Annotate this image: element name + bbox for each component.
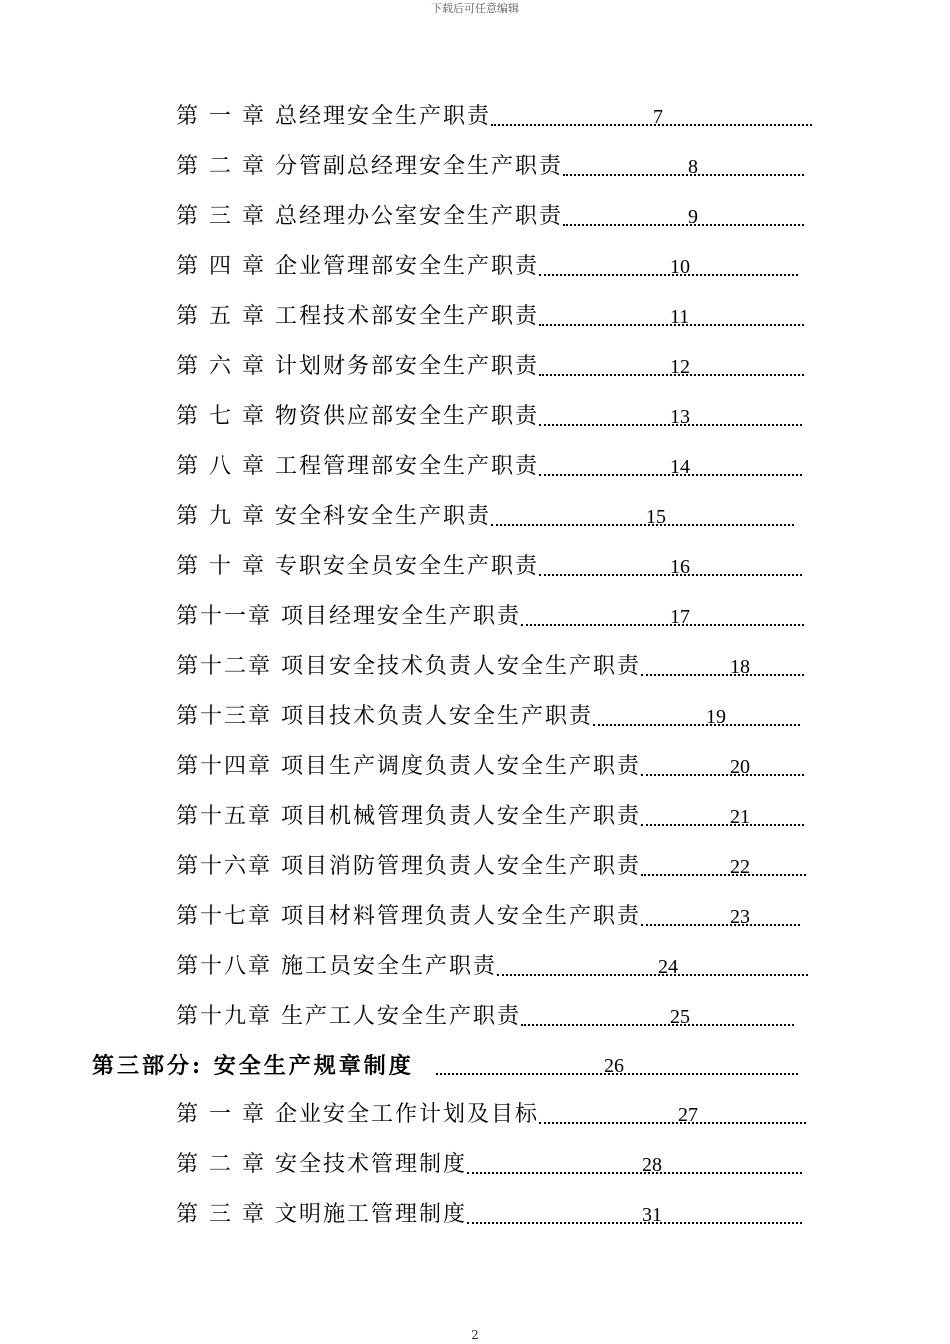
toc-entry[interactable] — [176, 902, 800, 932]
dot-leader — [641, 874, 806, 876]
dot-leader — [467, 1222, 802, 1224]
toc-entry-page: 7 — [653, 106, 663, 128]
toc-entry-page: 18 — [730, 656, 750, 678]
toc-entry-title: 第 一 章 总经理安全生产职责 — [176, 104, 491, 129]
dot-leader — [491, 524, 794, 526]
dot-leader — [467, 1172, 802, 1174]
dot-leader — [521, 624, 804, 626]
toc-entry-page: 11 — [670, 306, 690, 328]
toc-entry-page: 20 — [730, 756, 750, 778]
toc-entry-title: 第 三 章 文明施工管理制度 — [176, 1202, 467, 1227]
toc-entry-title: 第 六 章 计划财务部安全生产职责 — [176, 354, 539, 379]
toc-entry-page: 14 — [670, 456, 690, 478]
toc-entry[interactable] — [176, 702, 800, 732]
toc-entry-page: 23 — [730, 906, 750, 928]
dot-leader — [521, 1024, 794, 1026]
toc-entry-page: 16 — [670, 556, 690, 578]
toc-entry-page: 22 — [730, 856, 750, 878]
dot-leader — [641, 774, 804, 776]
toc-entry-title: 第 四 章 企业管理部安全生产职责 — [176, 254, 539, 279]
toc-entry-title: 第 九 章 安全科安全生产职责 — [176, 504, 491, 529]
toc-entry[interactable] — [176, 852, 806, 882]
dot-leader — [491, 124, 812, 126]
toc-entry-page: 27 — [678, 1104, 698, 1126]
toc-entry-title: 第 五 章 工程技术部安全生产职责 — [176, 304, 539, 329]
toc-entry-title: 第十五章 项目机械管理负责人安全生产职责 — [176, 804, 641, 829]
toc-entry[interactable] — [176, 302, 804, 332]
toc-part-title: 第三部分: 安全生产规章制度 — [92, 1053, 414, 1079]
toc-entry-page: 10 — [670, 256, 690, 278]
toc-entry-title: 第 三 章 总经理办公室安全生产职责 — [176, 204, 563, 229]
dot-leader — [539, 274, 798, 276]
toc-entry-page: 12 — [670, 356, 690, 378]
dot-leader — [641, 824, 804, 826]
toc-entry[interactable] — [176, 1150, 802, 1180]
toc-entry-page: 13 — [670, 406, 690, 428]
toc-entry-page: 9 — [688, 206, 698, 228]
toc-entry[interactable] — [176, 1002, 794, 1032]
dot-leader — [563, 224, 804, 226]
page-header: 下载后可任意编辑 — [431, 2, 519, 15]
toc-entry-title: 第十三章 项目技术负责人安全生产职责 — [176, 704, 593, 729]
dot-leader — [641, 674, 804, 676]
toc-entry-page: 24 — [658, 956, 678, 978]
toc-entry[interactable] — [176, 452, 802, 482]
toc-entry-page: 17 — [670, 606, 690, 628]
toc-entry-title: 第 二 章 安全技术管理制度 — [176, 1152, 467, 1177]
toc-entry[interactable] — [176, 952, 808, 982]
toc-entry[interactable] — [176, 402, 802, 432]
toc-part-heading[interactable] — [92, 1051, 798, 1081]
dot-leader — [539, 1122, 806, 1124]
dot-leader — [593, 724, 800, 726]
dot-leader — [641, 924, 800, 926]
toc-entry[interactable] — [176, 652, 804, 682]
dot-leader — [563, 174, 804, 176]
toc-entry-page: 26 — [604, 1055, 624, 1077]
toc-entry[interactable] — [176, 152, 804, 182]
toc-entry-page: 21 — [730, 806, 750, 828]
toc-entry-title: 第十七章 项目材料管理负责人安全生产职责 — [176, 904, 641, 929]
toc-entry[interactable] — [176, 352, 804, 382]
toc-entry-page: 25 — [670, 1006, 690, 1028]
toc-entry-title: 第 八 章 工程管理部安全生产职责 — [176, 454, 539, 479]
toc-entry-page: 15 — [646, 506, 666, 528]
toc-entry-page: 28 — [642, 1154, 662, 1176]
toc-entry-title: 第 七 章 物资供应部安全生产职责 — [176, 404, 539, 429]
toc-entry-title: 第十四章 项目生产调度负责人安全生产职责 — [176, 754, 641, 779]
toc-entry-title: 第 二 章 分管副总经理安全生产职责 — [176, 154, 563, 179]
page-number: 2 — [471, 1328, 479, 1342]
toc-entry[interactable] — [176, 102, 812, 132]
toc-entry[interactable] — [176, 1200, 802, 1230]
toc-entry[interactable] — [176, 802, 804, 832]
toc-entry-page: 19 — [706, 706, 726, 728]
toc-entry[interactable] — [176, 552, 802, 582]
toc-entry-title: 第十一章 项目经理安全生产职责 — [176, 604, 521, 629]
toc-entry-page: 31 — [642, 1204, 662, 1226]
dot-leader — [497, 974, 808, 976]
toc-entry-title: 第十二章 项目安全技术负责人安全生产职责 — [176, 654, 641, 679]
toc-entry-title: 第十九章 生产工人安全生产职责 — [176, 1004, 521, 1029]
toc-entry-title: 第十八章 施工员安全生产职责 — [176, 954, 497, 979]
toc-entry-title: 第 十 章 专职安全员安全生产职责 — [176, 554, 539, 579]
toc-entry[interactable] — [176, 602, 804, 632]
toc-entry[interactable] — [176, 252, 798, 282]
toc-entry-title: 第十六章 项目消防管理负责人安全生产职责 — [176, 854, 641, 879]
toc-entry[interactable] — [176, 202, 804, 232]
toc-entry[interactable] — [176, 1100, 806, 1130]
toc-entry[interactable] — [176, 502, 794, 532]
toc-entry[interactable] — [176, 752, 804, 782]
toc-entry-title: 第 一 章 企业安全工作计划及目标 — [176, 1102, 539, 1127]
toc-entry-page: 8 — [688, 156, 698, 178]
